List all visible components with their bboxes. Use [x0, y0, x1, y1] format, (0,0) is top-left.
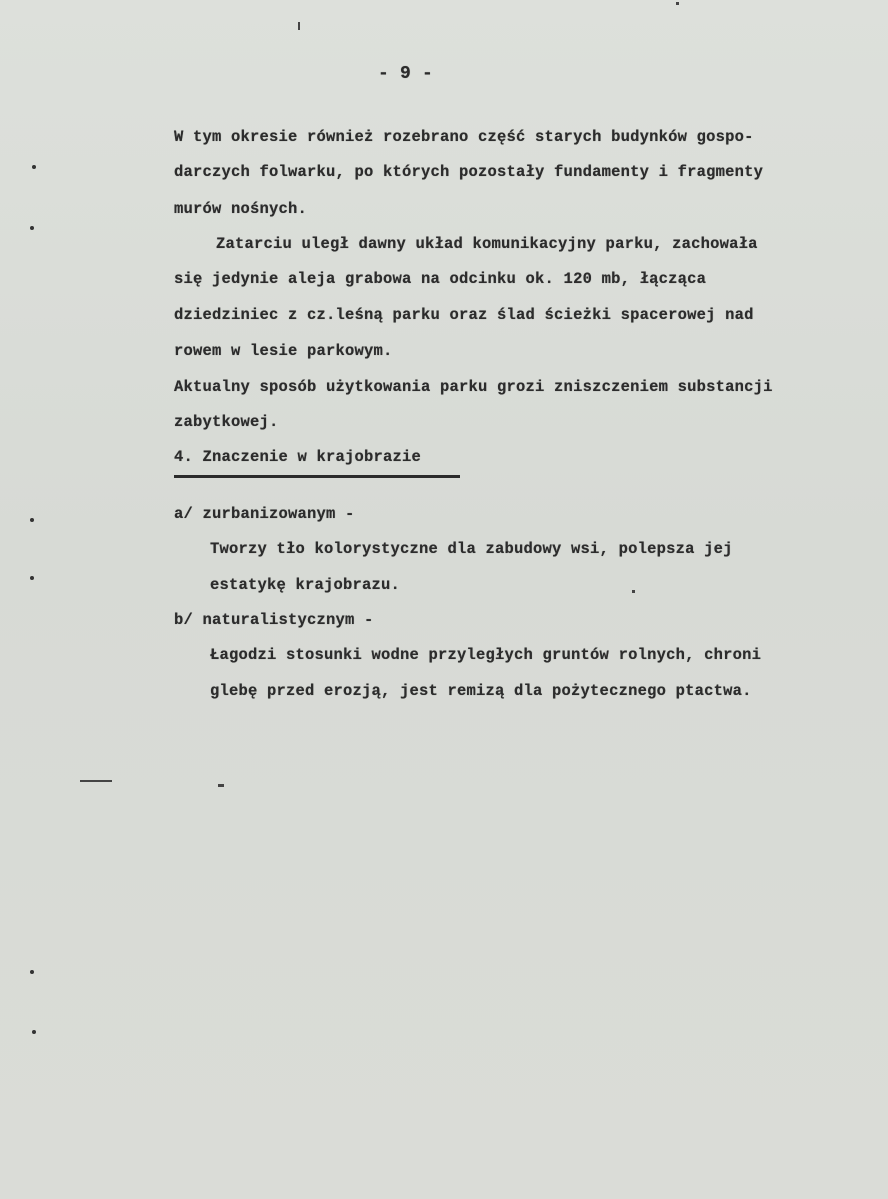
item-label: b/ naturalistycznym -	[174, 611, 374, 629]
text-line: Aktualny sposób użytkowania parku grozi zniszczeniem substancji	[174, 378, 773, 396]
text-line: darczych folwarku, po których pozostały fundamenty i fragmenty	[174, 163, 764, 181]
scan-speck	[676, 2, 679, 5]
scan-mark	[32, 1030, 36, 1034]
scan-mark	[30, 970, 34, 974]
text-line: Zatarciu uległ dawny układ komunikacyjny parku, zachowała	[216, 235, 758, 253]
text-line: się jedynie aleja grabowa na odcinku ok. 120 mb, łącząca	[174, 270, 707, 288]
item-text-line: Łagodzi stosunki wodne przyległych gruntów rolnych, chroni	[210, 646, 762, 664]
text-line: murów nośnych.	[174, 200, 308, 218]
scan-mark	[30, 576, 34, 580]
text-line: rowem w lesie parkowym.	[174, 342, 393, 360]
text-line: zabytkowej.	[174, 413, 279, 431]
text-line: dziedziniec z cz.leśną parku oraz ślad ścieżki spacerowej nad	[174, 306, 754, 324]
scan-speck	[80, 780, 112, 782]
scan-mark	[32, 165, 36, 169]
scan-mark	[30, 226, 34, 230]
heading-underline	[174, 475, 460, 478]
scan-mark	[30, 518, 34, 522]
scan-speck	[298, 22, 300, 30]
item-text-line: estatykę krajobrazu.	[210, 576, 401, 594]
scan-speck	[632, 590, 635, 593]
page-number: - 9 -	[378, 64, 434, 84]
item-label: a/ zurbanizowanym -	[174, 505, 355, 523]
text-line: W tym okresie również rozebrano część starych budynków gospo-	[174, 128, 754, 146]
item-text-line: Tworzy tło kolorystyczne dla zabudowy wsi, polepsza jej	[210, 540, 733, 558]
section-heading: 4. Znaczenie w krajobrazie	[174, 448, 422, 466]
item-text-line: glebę przed erozją, jest remizą dla pożytecznego ptactwa.	[210, 682, 752, 700]
scan-speck	[218, 784, 224, 787]
